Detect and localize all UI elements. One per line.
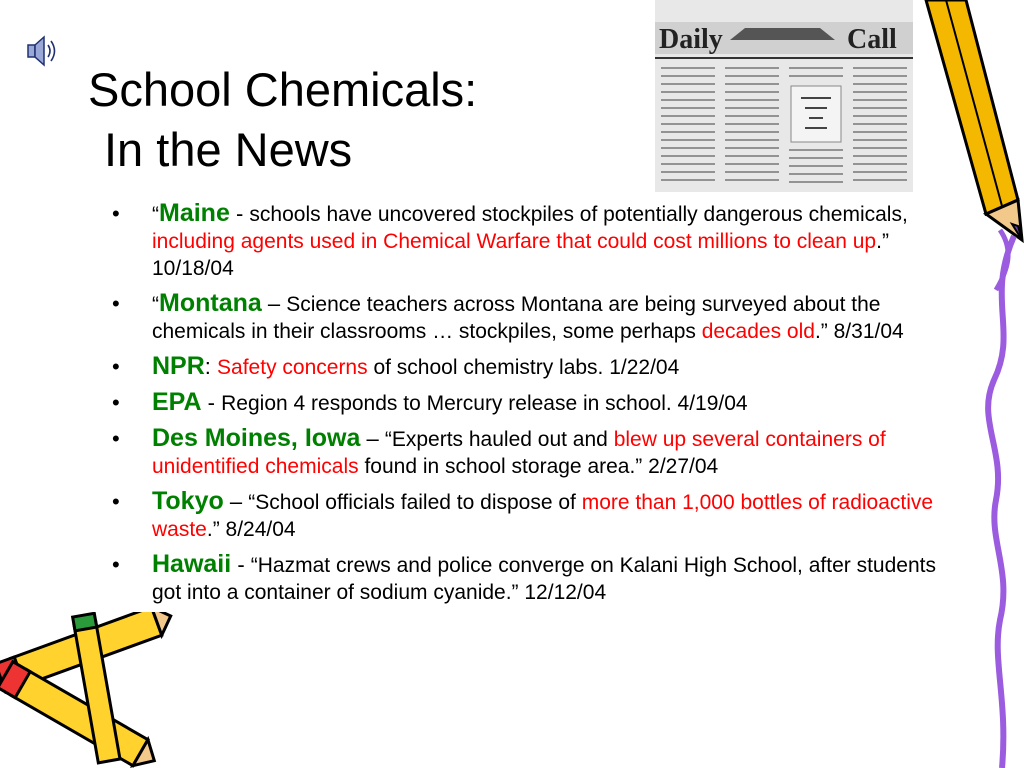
item-text: Region 4 responds to Mercury release in school. 4/19/04	[221, 392, 748, 415]
speaker-icon[interactable]	[22, 34, 62, 68]
item-place: NPR	[152, 352, 205, 380]
item-place: Montana	[159, 289, 262, 317]
item-text: “Experts hauled out and	[384, 428, 614, 451]
item-date: found in school storage area.” 2/27/04	[358, 455, 719, 478]
news-list	[112, 200, 962, 614]
item-place: Maine	[159, 199, 230, 227]
item-date: .” 8/24/04	[206, 518, 296, 541]
list-item	[112, 551, 962, 606]
newspaper-clipart	[655, 0, 913, 192]
item-date: of school chemistry labs. 1/22/04	[367, 356, 680, 379]
item-highlight: more than 1,000 bottles of radioactive waste	[152, 491, 934, 541]
item-separator: :	[204, 354, 218, 379]
item-highlight: decades old	[701, 320, 815, 343]
open-quote: “	[152, 293, 159, 316]
item-text: Science teachers across Montana are being surveyed about the chemicals in their classrooms … stockpiles, some perhaps	[152, 293, 881, 343]
item-separator: -	[231, 552, 251, 577]
item-highlight: Safety concerns	[217, 356, 368, 379]
item-highlight: blew up several containers of unidentified chemicals	[152, 428, 886, 478]
item-date: .” 8/31/04	[814, 320, 904, 343]
item-place: Tokyo	[152, 487, 224, 515]
page-title	[88, 60, 477, 180]
open-quote: “	[152, 203, 159, 226]
title-line-2: In the News	[104, 123, 353, 176]
item-place: Des Moines, Iowa	[152, 424, 361, 452]
list-item	[112, 488, 962, 543]
item-text: “Hazmat crews and police converge on Kalani High School, after students got into a container of sodium cyanide.” 12/12/04	[152, 554, 936, 604]
item-text: schools have uncovered stockpiles of potentially dangerous chemicals,	[249, 203, 908, 226]
item-place: EPA	[152, 388, 202, 416]
item-separator: –	[360, 426, 385, 451]
svg-text:Daily: Daily	[659, 24, 723, 55]
list-item	[112, 290, 962, 345]
list-item	[112, 425, 962, 480]
svg-text:Call: Call	[847, 24, 897, 55]
item-highlight: including agents used in Chemical Warfare that could cost millions to clean up	[152, 230, 877, 253]
list-item	[112, 200, 962, 282]
pencils-clipart	[0, 612, 180, 768]
title-line-1: School Chemicals:	[88, 63, 478, 116]
item-separator: -	[229, 201, 250, 226]
item-place: Hawaii	[152, 550, 232, 578]
item-separator: –	[261, 291, 287, 316]
list-item	[112, 353, 962, 381]
item-separator: –	[223, 489, 249, 514]
item-text: “School officials failed to dispose of	[248, 491, 582, 514]
item-separator: -	[201, 390, 222, 415]
item-date: .” 10/18/04	[152, 230, 889, 280]
list-item	[112, 389, 962, 417]
